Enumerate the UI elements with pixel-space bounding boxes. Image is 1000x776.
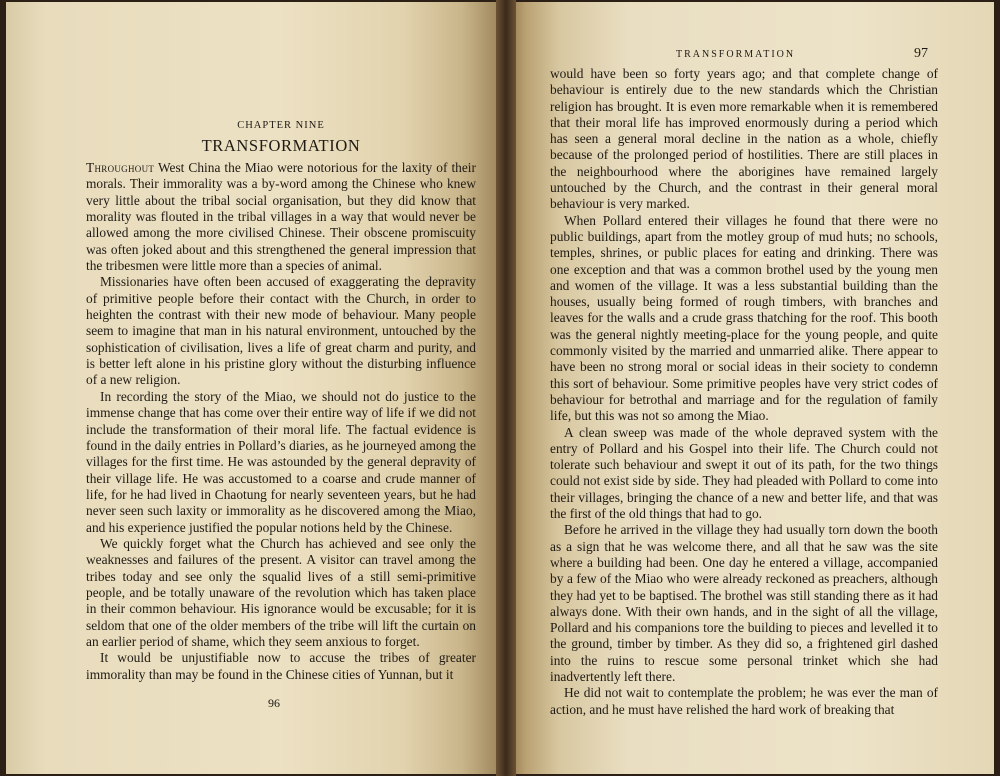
paragraph-text: West China the Miao were notorious for the laxity of their morals. Their immorality was a by-word among the Chinese who knew very little about the tribal social organisation, but they did know that morality was flouted in the tribal villages in a way that would never be allowed among the more civilised Chinese. Their obscene promiscuity was often joked about and this strengthened the general impression that the tribesmen were little more than a species of animal. xyxy=(86,160,476,274)
paragraph: He did not wait to contemplate the problem; he was ever the man of action, and he must have relished the hard work of breaking that xyxy=(550,685,938,717)
right-page xyxy=(506,2,994,774)
left-page-body xyxy=(86,160,476,683)
left-page xyxy=(6,2,502,774)
paragraph-lead: Throughout xyxy=(86,160,155,175)
paragraph xyxy=(86,160,476,274)
page-number: 97 xyxy=(914,46,928,61)
paragraph: Before he arrived in the village they had usually torn down the booth as a sign that he was welcome there, and all that he saw was the site where a building had been. One day he entered a village, accompanied by a few of the Miao who were already reckoned as preachers, although they had yet to be baptised. The brothel was still standing there as it had always done. With their own hands, and in the sight of all the village, Pollard and his companions tore the building to pieces and levelled it to the ground, timber by timber. As they did so, a frightened girl dashed into the ruins to rescue some personal trinket which she had inadvertently left there. xyxy=(550,522,938,684)
paragraph: When Pollard entered their villages he found that there were no public buildings, apart from the motley group of mud huts; no schools, temples, shrines, or public places for eating and drinking. There was one exception and that was a common brothel used by the young men and women of the village. It was a less substantial building than the houses, usually being formed of rough timbers, with branches and leaves for the walls and a crude grass thatching for the roof. This booth was the general nightly meeting-place for the young people, and quite commonly visited by the married and unmarried alike. There appear to have been no strong moral or social ideas in their society to condemn this sort of behaviour. Some primitive peoples have very strict codes of behaviour for betrothal and marriage and for the regulation of family life, but this was not so among the Miao. xyxy=(550,212,938,424)
paragraph: A clean sweep was made of the whole depraved system with the entry of Pollard and his Gospel into their life. The Church could not tolerate such behaviour and swept it out of its path, for the two things could not exist side by side. They had pleaded with Pollard to come into their villages, bringing the chance of a new and better life, and that was the first of the old things that had to go. xyxy=(550,424,938,522)
paragraph: We quickly forget what the Church has achieved and see only the weaknesses and failures of the present. A visitor can travel among the tribes today and see only the squalid lives of a still semi-primitive people, and be totally unaware of the revolution which has taken place in their common behaviour. His ignorance would be excusable; for it is seldom that one of the older members of the tribe will lift the curtain on an earlier period of shame, which they seem anxious to forget. xyxy=(86,535,476,649)
book-gutter xyxy=(496,0,516,776)
right-page-body xyxy=(550,66,938,718)
paragraph: In recording the story of the Miao, we should not do justice to the immense change that has come over their entire way of life if we did not include the transformation of their moral life. The factual evidence is found in the daily entries in Pollard’s diaries, as he journeyed among the villages for the first time. He was astounded by the general depravity of their village life. He was accustomed to a coarse and crude manner of life, for he had lived in Chaotung for nearly seventeen years, but he had never seen such laxity or immorality as he discovered among the Miao, and his experience justified the popular notions held by the Chinese. xyxy=(86,388,476,535)
running-head: TRANSFORMATION xyxy=(676,49,796,60)
page-number: 96 xyxy=(268,696,280,710)
chapter-label: CHAPTER NINE xyxy=(237,120,325,131)
chapter-title: TRANSFORMATION xyxy=(201,136,361,155)
paragraph: Missionaries have often been accused of exaggerating the depravity of primitive people before their contact with the Church, in order to heighten the contrast with their new mode of behaviour. Many people seem to imagine that man in his natural environment, untouched by the sophistication of civilisation, lives a life of great charm and purity, and is better left alone in his pristine glory without the disturbing influence of a new religion. xyxy=(86,274,476,388)
paragraph: It would be unjustifiable now to accuse the tribes of greater immorality than may be found in the Chinese cities of Yunnan, but it xyxy=(86,650,476,682)
paragraph: would have been so forty years ago; and that complete change of behaviour is entirely due to the new standards which the Christian religion has brought. It is even more remarkable when it is remembered that their moral life has improved enormously during a period which has seen a general moral decline in the nation as a whole, chiefly because of the prolonged period of hostilities. There are still places in the neighbourhood where the aborigines have remained largely untouched by the Church, and the contrast in their general moral behaviour is very marked. xyxy=(550,66,938,212)
